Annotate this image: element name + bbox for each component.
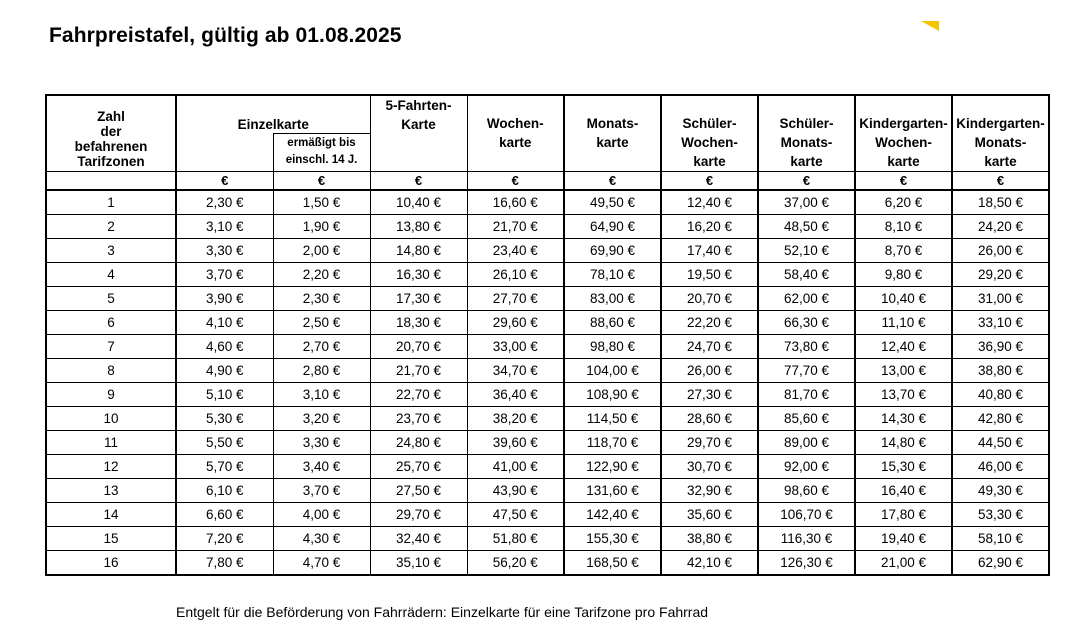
kindergarten-wochenkarte-header-line: Wochen-	[875, 134, 932, 150]
price-cell: 20,70 €	[370, 334, 467, 358]
price-cell: 2,20 €	[273, 262, 370, 286]
zone-cell: 5	[46, 286, 176, 310]
price-cell: 5,70 €	[176, 454, 273, 478]
price-cell: 40,80 €	[952, 382, 1049, 406]
price-cell: 6,20 €	[855, 190, 952, 215]
kindergarten-monatskarte-header-line: Kindergarten-	[956, 115, 1045, 131]
price-cell: 38,20 €	[467, 406, 564, 430]
price-cell: 24,70 €	[661, 334, 758, 358]
price-cell: 122,90 €	[564, 454, 661, 478]
price-cell: 3,90 €	[176, 286, 273, 310]
schueler-wochenkarte-header-line: Wochen-	[681, 134, 738, 150]
kindergarten-monatskarte-header-line: karte	[984, 153, 1017, 169]
currency-cell: €	[370, 171, 467, 190]
table-row	[46, 430, 1049, 454]
price-cell: 3,10 €	[273, 382, 370, 406]
zones-header-line: Zahl	[97, 108, 125, 124]
zone-cell: 1	[46, 190, 176, 215]
monatskarte-header	[564, 95, 661, 171]
price-cell: 10,40 €	[855, 286, 952, 310]
price-cell: 48,50 €	[758, 214, 855, 238]
price-cell: 114,50 €	[564, 406, 661, 430]
wochenkarte-header	[467, 95, 564, 171]
zone-cell: 16	[46, 550, 176, 575]
price-cell: 43,90 €	[467, 478, 564, 502]
price-cell: 4,00 €	[273, 502, 370, 526]
price-cell: 58,10 €	[952, 526, 1049, 550]
schueler-monatskarte-header-line: karte	[790, 153, 823, 169]
zone-cell: 2	[46, 214, 176, 238]
table-row	[46, 502, 1049, 526]
currency-cell: €	[176, 171, 273, 190]
price-cell: 52,10 €	[758, 238, 855, 262]
price-cell: 83,00 €	[564, 286, 661, 310]
price-cell: 24,80 €	[370, 430, 467, 454]
schueler-wochenkarte-header-line: karte	[693, 153, 726, 169]
table-row	[46, 190, 1049, 215]
price-cell: 62,90 €	[952, 550, 1049, 575]
monatskarte-header-line: Monats-	[586, 116, 639, 131]
price-cell: 53,30 €	[952, 502, 1049, 526]
price-cell: 29,70 €	[370, 502, 467, 526]
schueler-wochenkarte-header-line: Schüler-	[682, 115, 737, 131]
kindergarten-wochenkarte-header-line: Kindergarten-	[859, 115, 948, 131]
price-cell: 27,50 €	[370, 478, 467, 502]
fare-table	[45, 94, 1050, 576]
price-cell: 2,50 €	[273, 310, 370, 334]
price-cell: 3,70 €	[176, 262, 273, 286]
price-cell: 44,50 €	[952, 430, 1049, 454]
page-title: Fahrpreistafel, gültig ab 01.08.2025	[49, 24, 402, 47]
price-cell: 16,30 €	[370, 262, 467, 286]
price-cell: 4,30 €	[273, 526, 370, 550]
price-cell: 116,30 €	[758, 526, 855, 550]
price-cell: 32,40 €	[370, 526, 467, 550]
monatskarte-header-line: karte	[596, 135, 629, 150]
price-cell: 27,70 €	[467, 286, 564, 310]
price-cell: 12,40 €	[855, 334, 952, 358]
price-cell: 21,00 €	[855, 550, 952, 575]
table-row	[46, 286, 1049, 310]
price-cell: 16,40 €	[855, 478, 952, 502]
price-cell: 106,70 €	[758, 502, 855, 526]
price-cell: 21,70 €	[370, 358, 467, 382]
price-cell: 64,90 €	[564, 214, 661, 238]
table-row	[46, 214, 1049, 238]
price-cell: 77,70 €	[758, 358, 855, 382]
price-cell: 38,80 €	[661, 526, 758, 550]
price-cell: 49,50 €	[564, 190, 661, 215]
price-cell: 9,80 €	[855, 262, 952, 286]
price-cell: 34,70 €	[467, 358, 564, 382]
price-cell: 42,10 €	[661, 550, 758, 575]
price-cell: 19,50 €	[661, 262, 758, 286]
price-cell: 33,00 €	[467, 334, 564, 358]
price-cell: 5,10 €	[176, 382, 273, 406]
price-cell: 81,70 €	[758, 382, 855, 406]
price-cell: 3,30 €	[176, 238, 273, 262]
price-cell: 108,90 €	[564, 382, 661, 406]
price-cell: 4,70 €	[273, 550, 370, 575]
price-cell: 32,90 €	[661, 478, 758, 502]
einzelkarte-header	[176, 95, 370, 133]
price-cell: 39,60 €	[467, 430, 564, 454]
price-cell: 66,30 €	[758, 310, 855, 334]
price-cell: 85,60 €	[758, 406, 855, 430]
table-row	[46, 238, 1049, 262]
price-cell: 35,10 €	[370, 550, 467, 575]
price-cell: 4,60 €	[176, 334, 273, 358]
price-cell: 17,30 €	[370, 286, 467, 310]
price-cell: 18,30 €	[370, 310, 467, 334]
price-cell: 104,00 €	[564, 358, 661, 382]
price-cell: 6,60 €	[176, 502, 273, 526]
currency-cell: €	[758, 171, 855, 190]
einzelkarte-reduced-line: einschl. 14 J.	[285, 154, 358, 166]
schueler-monatskarte-header-line: Monats-	[780, 134, 833, 150]
kindergarten-monatskarte-header-line: Monats-	[974, 134, 1027, 150]
bicycle-footnote: Entgelt für die Beförderung von Fahrrädern: Einzelkarte für eine Tarifzone pro Fahrrad	[176, 604, 709, 620]
price-cell: 26,00 €	[661, 358, 758, 382]
price-cell: 26,00 €	[952, 238, 1049, 262]
price-cell: 73,80 €	[758, 334, 855, 358]
price-cell: 168,50 €	[564, 550, 661, 575]
table-row	[46, 526, 1049, 550]
price-cell: 62,00 €	[758, 286, 855, 310]
currency-cell: €	[661, 171, 758, 190]
einzelkarte-header-label: Einzelkarte	[237, 116, 309, 132]
price-cell: 1,50 €	[273, 190, 370, 215]
price-cell: 28,60 €	[661, 406, 758, 430]
zone-cell: 10	[46, 406, 176, 430]
kindergarten-monatskarte-header	[952, 95, 1049, 171]
price-cell: 51,80 €	[467, 526, 564, 550]
table-row	[46, 382, 1049, 406]
price-cell: 17,40 €	[661, 238, 758, 262]
currency-row	[46, 171, 1049, 190]
price-cell: 3,20 €	[273, 406, 370, 430]
price-cell: 24,20 €	[952, 214, 1049, 238]
price-cell: 36,90 €	[952, 334, 1049, 358]
price-cell: 25,70 €	[370, 454, 467, 478]
price-cell: 26,10 €	[467, 262, 564, 286]
table-row	[46, 406, 1049, 430]
price-cell: 29,20 €	[952, 262, 1049, 286]
fuenf-fahrten-header-line: Karte	[401, 117, 436, 132]
price-cell: 92,00 €	[758, 454, 855, 478]
price-cell: 1,90 €	[273, 214, 370, 238]
table-row	[46, 454, 1049, 478]
price-cell: 30,70 €	[661, 454, 758, 478]
price-cell: 14,80 €	[370, 238, 467, 262]
table-row	[46, 550, 1049, 575]
price-cell: 29,70 €	[661, 430, 758, 454]
kindergarten-wochenkarte-header	[855, 95, 952, 171]
price-cell: 2,70 €	[273, 334, 370, 358]
price-cell: 42,80 €	[952, 406, 1049, 430]
kindergarten-wochenkarte-header-line: karte	[887, 153, 920, 169]
price-cell: 13,80 €	[370, 214, 467, 238]
currency-cell: €	[467, 171, 564, 190]
price-cell: 46,00 €	[952, 454, 1049, 478]
price-cell: 4,10 €	[176, 310, 273, 334]
price-cell: 89,00 €	[758, 430, 855, 454]
price-cell: 3,70 €	[273, 478, 370, 502]
table-row	[46, 334, 1049, 358]
price-cell: 8,70 €	[855, 238, 952, 262]
schueler-monatskarte-header	[758, 95, 855, 171]
zone-cell: 9	[46, 382, 176, 406]
zones-header	[46, 95, 176, 171]
price-cell: 3,30 €	[273, 430, 370, 454]
wochenkarte-header-line: karte	[499, 135, 532, 150]
price-cell: 98,80 €	[564, 334, 661, 358]
price-cell: 126,30 €	[758, 550, 855, 575]
price-cell: 49,30 €	[952, 478, 1049, 502]
price-cell: 7,20 €	[176, 526, 273, 550]
price-cell: 11,10 €	[855, 310, 952, 334]
zone-cell: 3	[46, 238, 176, 262]
currency-cell-empty	[46, 171, 176, 190]
price-cell: 2,80 €	[273, 358, 370, 382]
price-cell: 3,10 €	[176, 214, 273, 238]
zone-cell: 13	[46, 478, 176, 502]
zone-cell: 8	[46, 358, 176, 382]
price-cell: 131,60 €	[564, 478, 661, 502]
table-row	[46, 310, 1049, 334]
table-row	[46, 358, 1049, 382]
currency-cell: €	[273, 171, 370, 190]
zone-cell: 15	[46, 526, 176, 550]
einzelkarte-reduced-subheader	[273, 133, 370, 171]
currency-cell: €	[952, 171, 1049, 190]
price-cell: 10,40 €	[370, 190, 467, 215]
price-cell: 22,20 €	[661, 310, 758, 334]
price-cell: 29,60 €	[467, 310, 564, 334]
price-cell: 142,40 €	[564, 502, 661, 526]
einzelkarte-reduced-line: ermäßigt bis	[287, 137, 356, 149]
zone-cell: 7	[46, 334, 176, 358]
price-cell: 22,70 €	[370, 382, 467, 406]
price-cell: 31,00 €	[952, 286, 1049, 310]
price-cell: 56,20 €	[467, 550, 564, 575]
price-cell: 18,50 €	[952, 190, 1049, 215]
price-cell: 14,30 €	[855, 406, 952, 430]
price-cell: 118,70 €	[564, 430, 661, 454]
price-cell: 88,60 €	[564, 310, 661, 334]
price-cell: 2,30 €	[273, 286, 370, 310]
currency-cell: €	[855, 171, 952, 190]
currency-cell: €	[564, 171, 661, 190]
einzelkarte-regular-subheader	[176, 133, 273, 171]
schueler-wochenkarte-header	[661, 95, 758, 171]
wochenkarte-header-line: Wochen-	[486, 116, 544, 131]
zone-cell: 11	[46, 430, 176, 454]
price-cell: 23,40 €	[467, 238, 564, 262]
price-cell: 5,50 €	[176, 430, 273, 454]
price-cell: 2,30 €	[176, 190, 273, 215]
price-cell: 155,30 €	[564, 526, 661, 550]
price-cell: 98,60 €	[758, 478, 855, 502]
zones-header-line: befahrenen	[74, 138, 148, 154]
price-cell: 7,80 €	[176, 550, 273, 575]
price-cell: 58,40 €	[758, 262, 855, 286]
schueler-monatskarte-header-line: Schüler-	[779, 115, 834, 131]
price-cell: 36,40 €	[467, 382, 564, 406]
price-cell: 21,70 €	[467, 214, 564, 238]
zone-cell: 4	[46, 262, 176, 286]
price-cell: 78,10 €	[564, 262, 661, 286]
zone-cell: 12	[46, 454, 176, 478]
price-cell: 16,20 €	[661, 214, 758, 238]
fuenf-fahrten-header	[370, 95, 467, 171]
price-cell: 17,80 €	[855, 502, 952, 526]
price-cell: 5,30 €	[176, 406, 273, 430]
price-cell: 47,50 €	[467, 502, 564, 526]
corner-logo-mark	[921, 21, 939, 31]
zones-header-line: der	[100, 123, 122, 139]
price-cell: 16,60 €	[467, 190, 564, 215]
table-row	[46, 478, 1049, 502]
price-cell: 23,70 €	[370, 406, 467, 430]
price-cell: 37,00 €	[758, 190, 855, 215]
price-cell: 12,40 €	[661, 190, 758, 215]
price-cell: 14,80 €	[855, 430, 952, 454]
price-cell: 2,00 €	[273, 238, 370, 262]
price-cell: 20,70 €	[661, 286, 758, 310]
price-cell: 38,80 €	[952, 358, 1049, 382]
price-cell: 13,70 €	[855, 382, 952, 406]
price-cell: 3,40 €	[273, 454, 370, 478]
zone-cell: 6	[46, 310, 176, 334]
fare-table-body	[46, 190, 1049, 575]
price-cell: 6,10 €	[176, 478, 273, 502]
zones-header-line: Tarifzonen	[77, 153, 145, 169]
price-cell: 15,30 €	[855, 454, 952, 478]
price-cell: 35,60 €	[661, 502, 758, 526]
price-cell: 19,40 €	[855, 526, 952, 550]
fuenf-fahrten-header-line: 5-Fahrten-	[385, 98, 452, 113]
price-cell: 69,90 €	[564, 238, 661, 262]
price-cell: 13,00 €	[855, 358, 952, 382]
zone-cell: 14	[46, 502, 176, 526]
price-cell: 4,90 €	[176, 358, 273, 382]
price-cell: 33,10 €	[952, 310, 1049, 334]
price-cell: 41,00 €	[467, 454, 564, 478]
price-cell: 27,30 €	[661, 382, 758, 406]
table-row	[46, 262, 1049, 286]
price-cell: 8,10 €	[855, 214, 952, 238]
